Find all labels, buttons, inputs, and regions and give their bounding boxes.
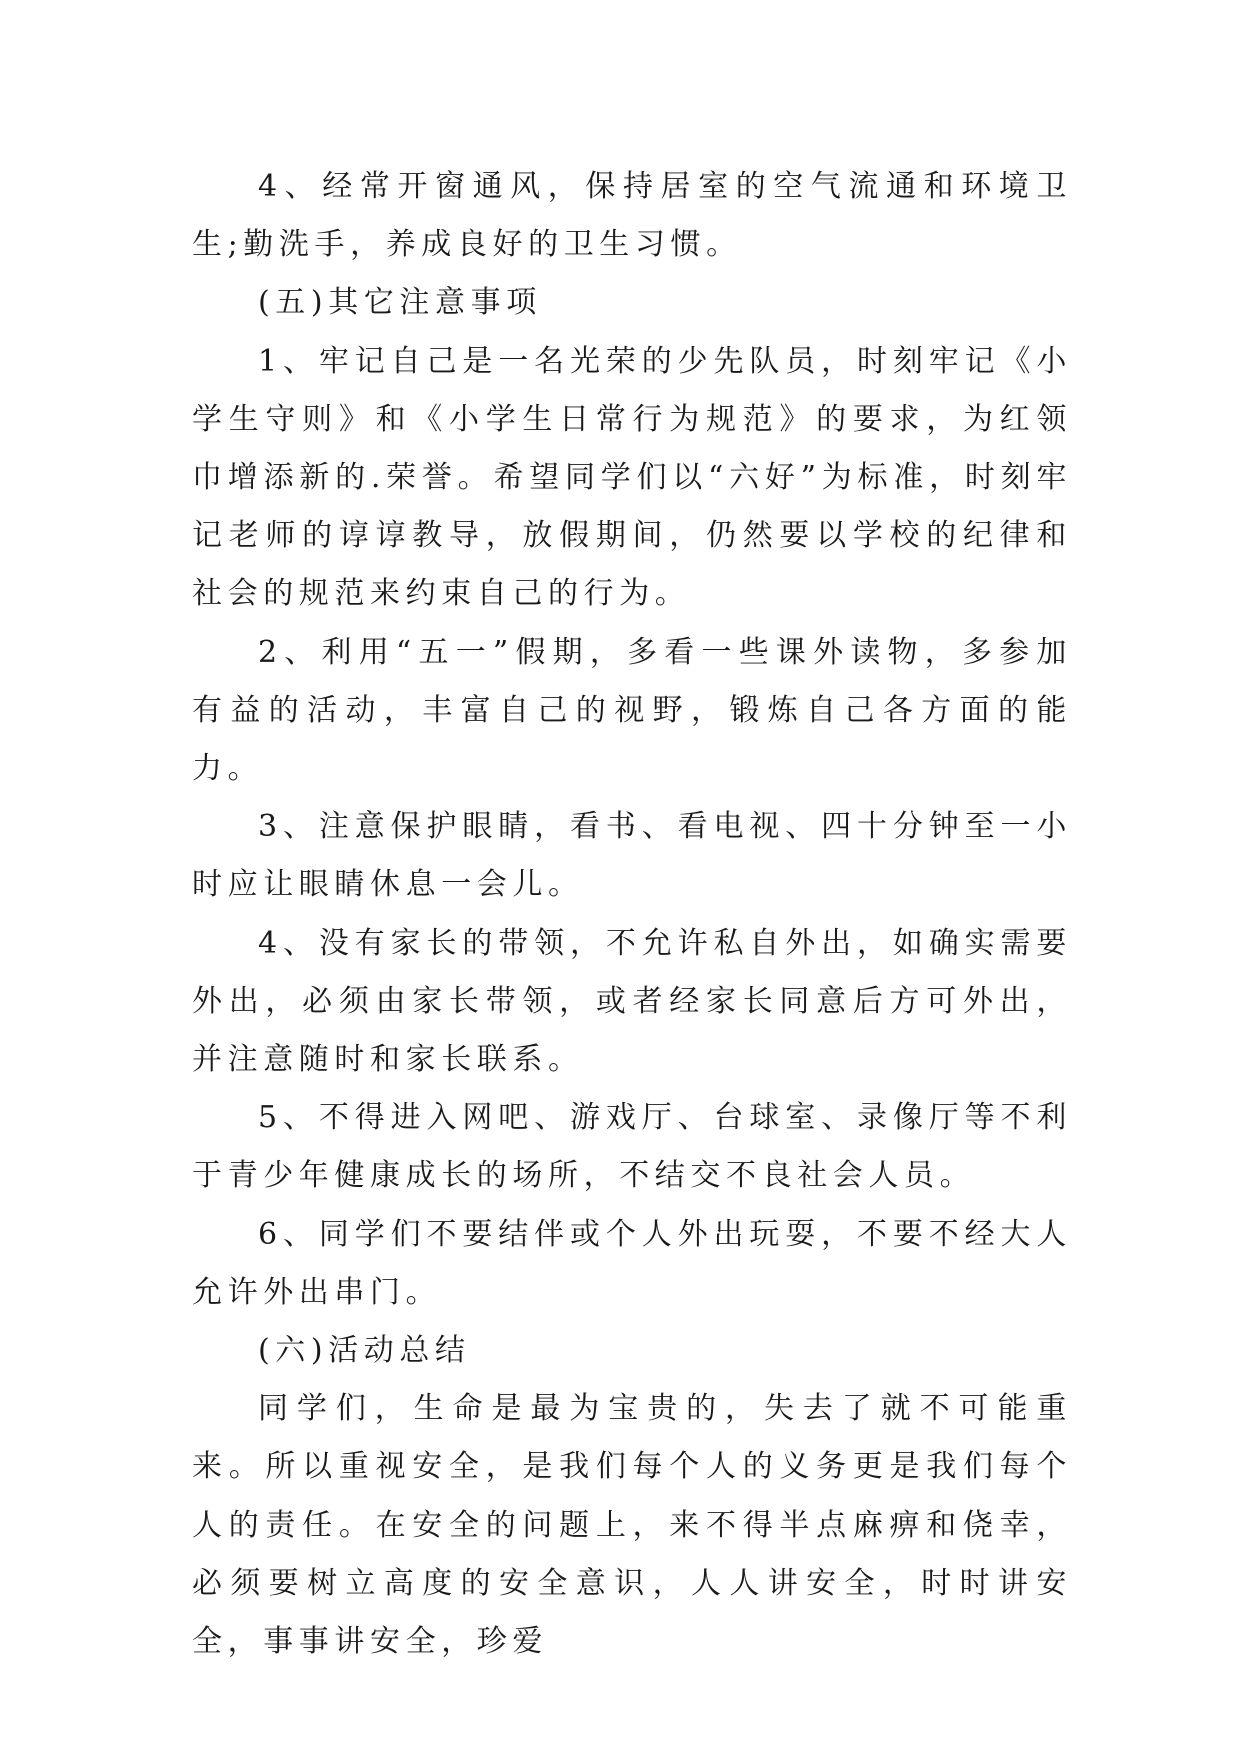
paragraph-other-2: 2、利用“五一”假期，多看一些课外读物，多参加有益的活动，丰富自己的视野，锻炼自己各方面的能力。 bbox=[192, 634, 1072, 787]
paragraph-other-5: 5、不得进入网吧、游戏厅、台球室、录像厅等不利于青少年健康成长的场所，不结交不良社会人员。 bbox=[192, 1100, 1072, 1194]
section-heading-summary: (六)活动总结 bbox=[258, 1333, 471, 1369]
section-heading-other-notes: (五)其它注意事项 bbox=[258, 285, 542, 321]
document-body bbox=[192, 158, 1072, 1671]
paragraph-other-4: 4、没有家长的带领，不允许私自外出，如确实需要外出，必须由家长带领，或者经家长同意后方可外出，并注意随时和家长联系。 bbox=[192, 925, 1072, 1078]
paragraph-summary: 同学们，生命是最为宝贵的，失去了就不可能重来。所以重视安全，是我们每个人的义务更是我们每个人的责任。在安全的问题上，来不得半点麻痹和侥幸，必须要树立高度的安全意识，人人讲安全，时时讲安全，事事讲安全，珍爱 bbox=[192, 1391, 1072, 1660]
paragraph-other-1: 1、牢记自己是一名光荣的少先队员，时刻牢记《小学生守则》和《小学生日常行为规范》的要求，为红领巾增添新的.荣誉。希望同学们以“六好”为标准，时刻牢记老师的谆谆教导，放假期间，仍然要以学校的纪律和社会的规范来约束自己的行为。 bbox=[192, 343, 1072, 612]
paragraph-other-6: 6、同学们不要结伴或个人外出玩耍，不要不经大人允许外出串门。 bbox=[192, 1216, 1072, 1310]
paragraph-hygiene-4: 4、经常开窗通风，保持居室的空气流通和环境卫生;勤洗手，养成良好的卫生习惯。 bbox=[192, 169, 1072, 263]
paragraph-other-3: 3、注意保护眼睛，看书、看电视、四十分钟至一小时应让眼睛休息一会儿。 bbox=[192, 809, 1072, 903]
